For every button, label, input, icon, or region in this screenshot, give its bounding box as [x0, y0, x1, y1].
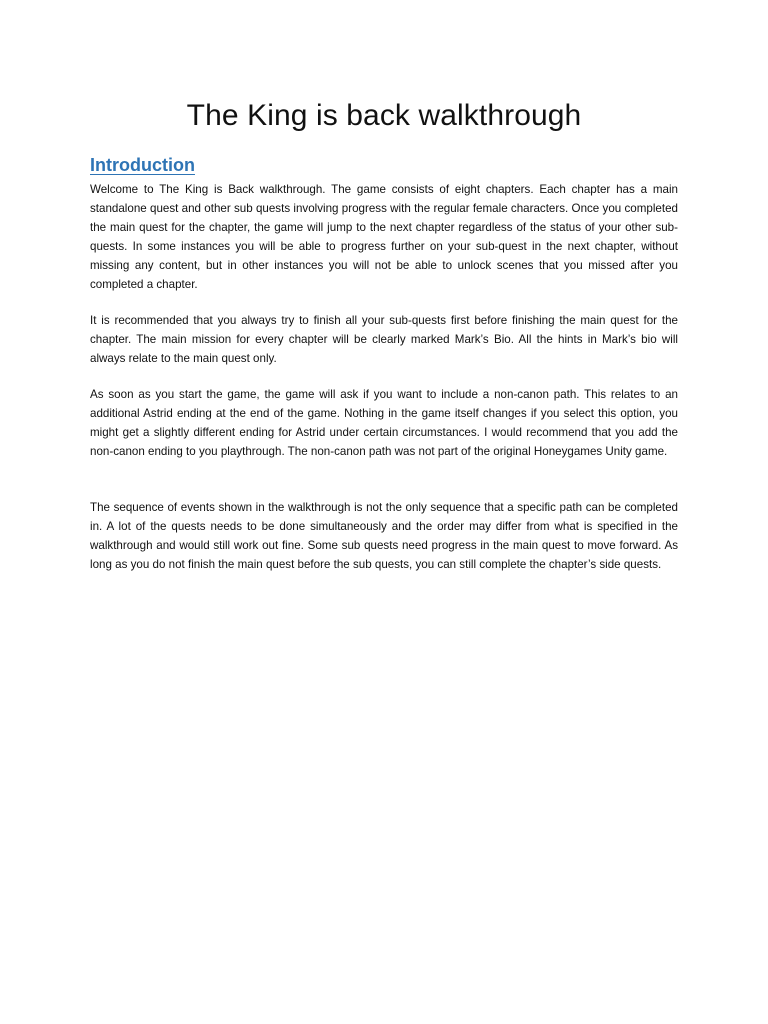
intro-paragraph-3: As soon as you start the game, the game will ask if you want to include a non-canon path. This relates to an additional Astrid ending at the end of the game. Nothing in the game itself changes if you select this option, you might get a slightly different ending for Astrid under certain circumstances. I would recommend that you add the non-canon ending to you playthrough. The non-canon path was not part of the original Honeygames Unity game. — [90, 388, 678, 458]
document-title: The King is back walkthrough — [186, 99, 582, 132]
section-heading-introduction: Introduction — [90, 155, 195, 175]
intro-paragraph-1: Welcome to The King is Back walkthrough. The game consists of eight chapters. Each chapter has a main standalone quest and other sub quests involving progress with the regular female characters. Once you completed the main quest for the chapter, the game will jump to the next chapter regardless of the status of your other sub-quests. In some instances you will be able to progress further on your sub-quest in the next chapter, without missing any content, but in other instances you will not be able to unlock scenes that you missed after you completed a chapter. — [90, 183, 678, 291]
intro-paragraph-2: It is recommended that you always try to finish all your sub-quests first before finishing the main quest for the chapter. The main mission for every chapter will be clearly marked Mark’s Bio. All the hints in Mark’s bio will always relate to the main quest only. — [90, 314, 678, 365]
intro-paragraph-4: The sequence of events shown in the walkthrough is not the only sequence that a specific path can be completed in. A lot of the quests needs to be done simultaneously and the order may differ from what is specified in the walkthrough and would still work out fine. Some sub quests need progress in the main quest to move forward. As long as you do not finish the main quest before the sub quests, you can still complete the chapter’s side quests. — [90, 501, 678, 571]
